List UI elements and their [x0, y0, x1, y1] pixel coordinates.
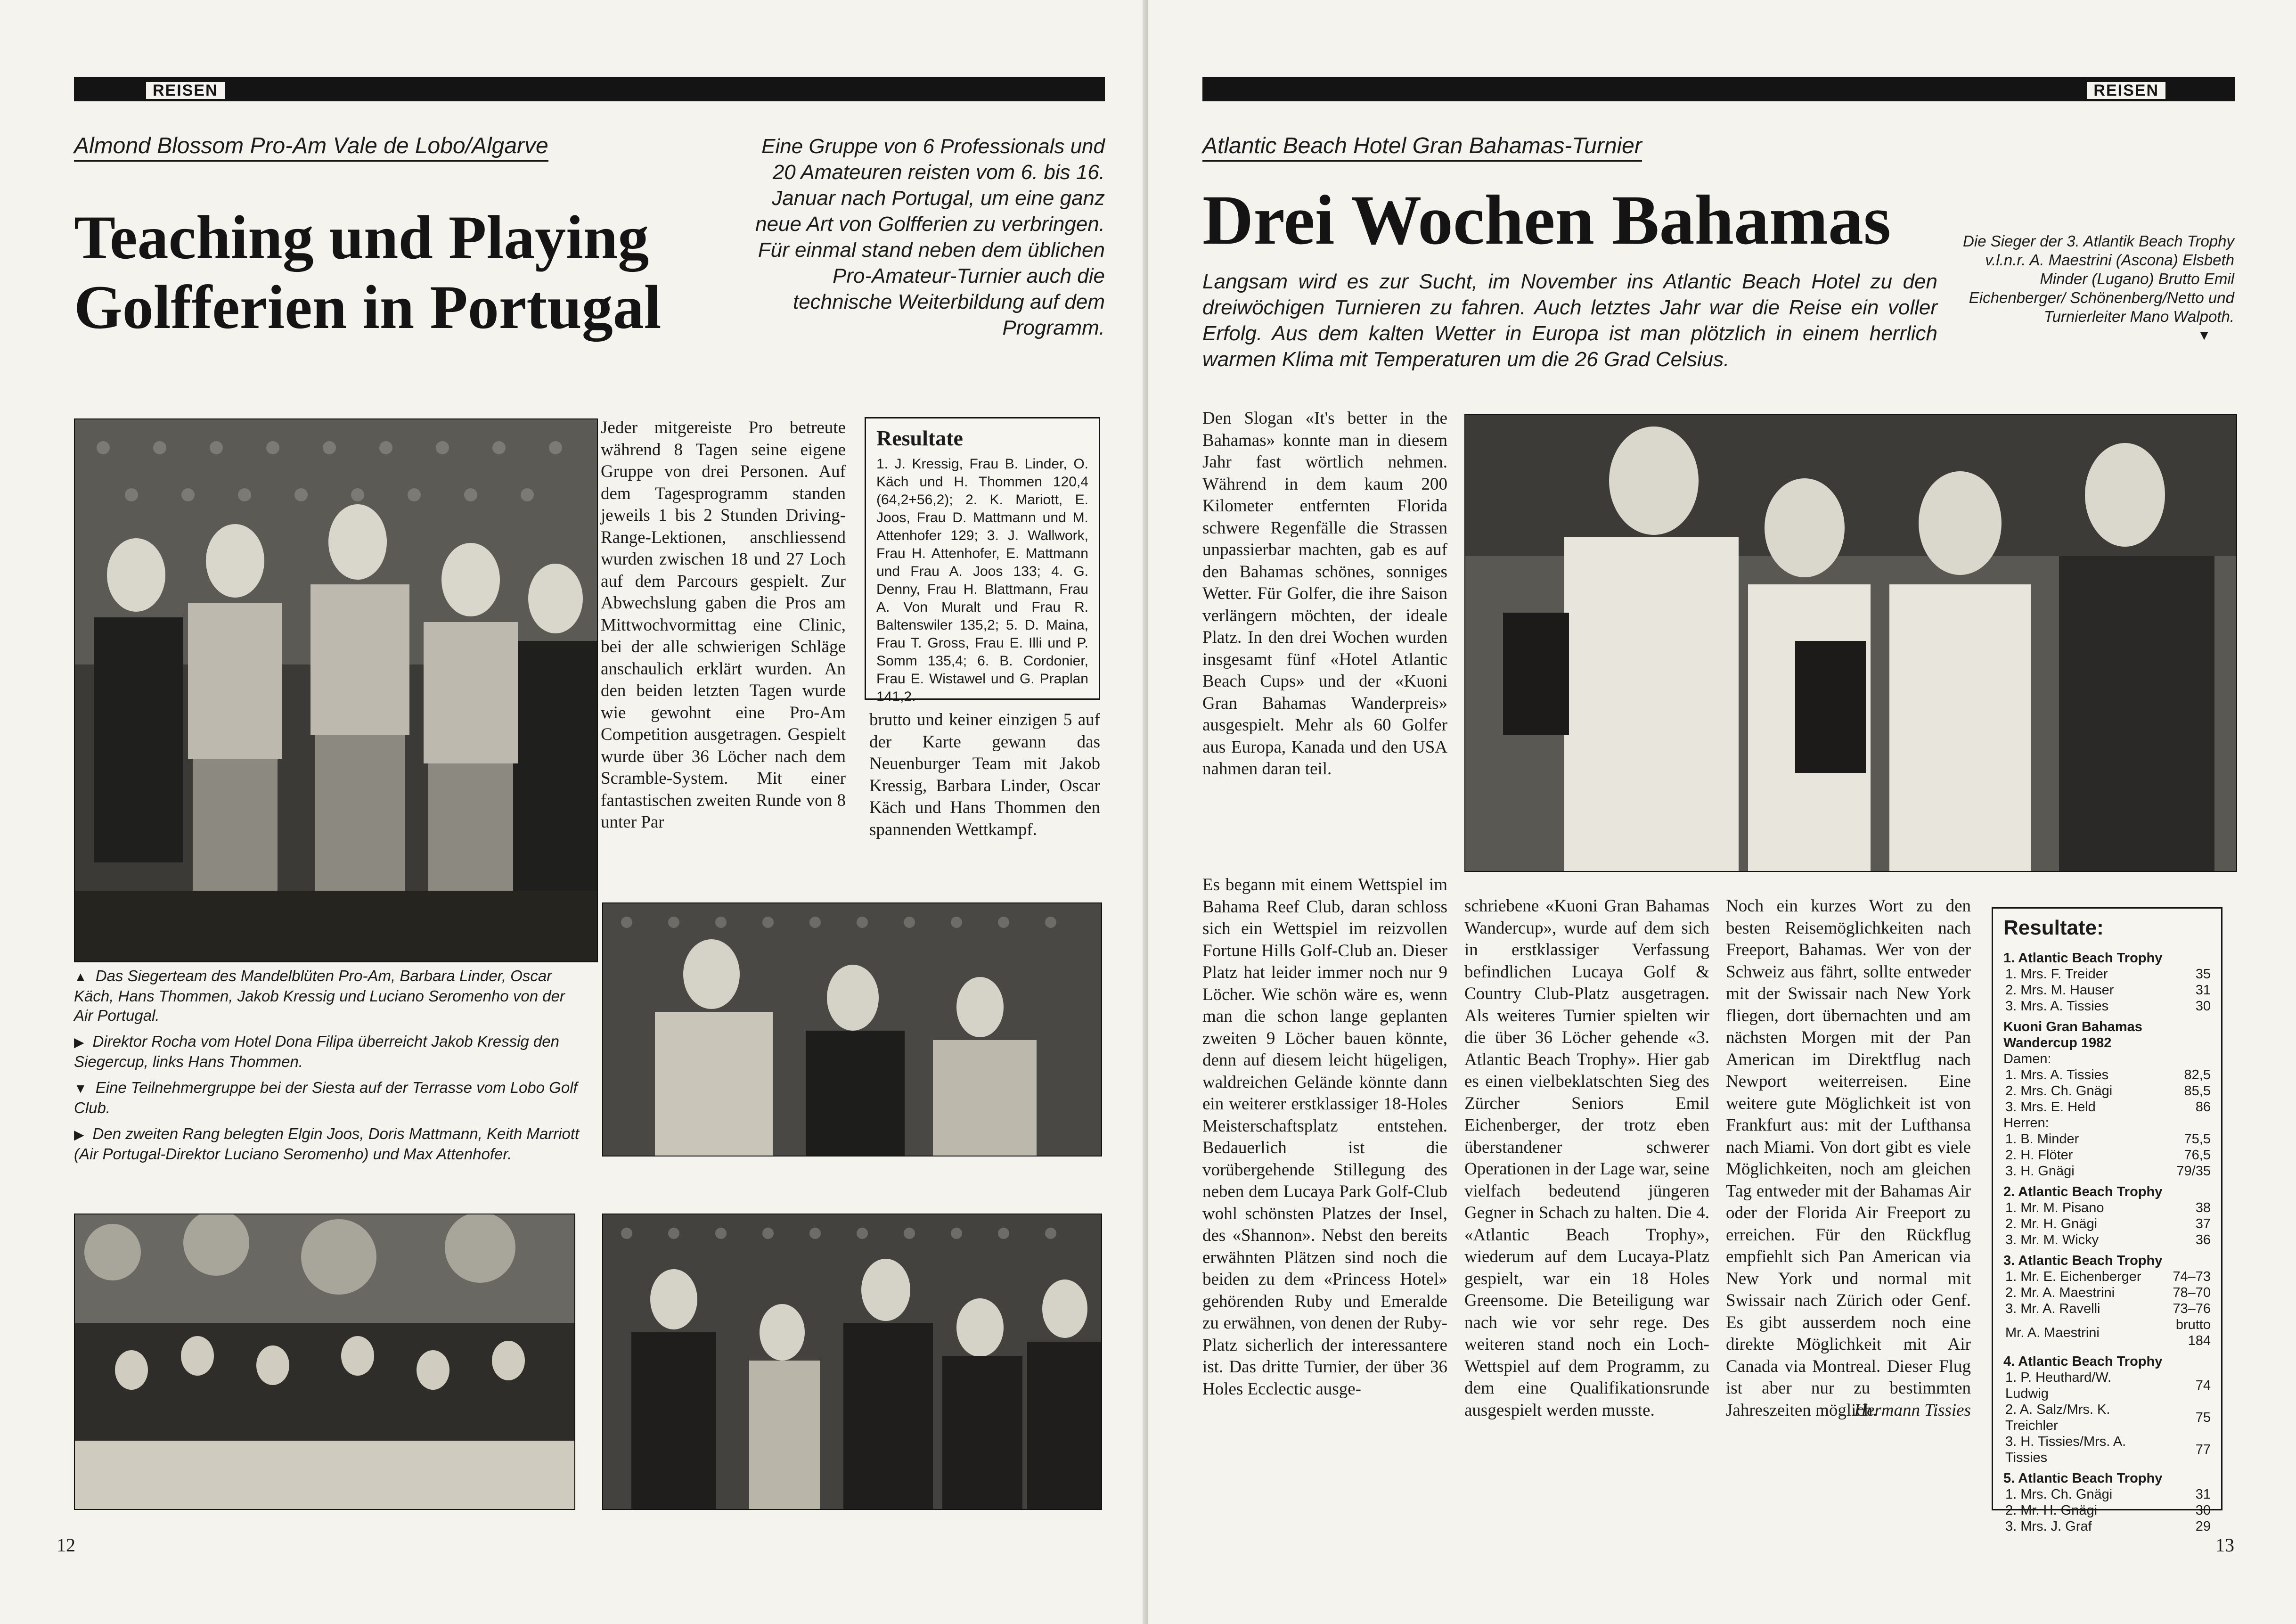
result-value: 74	[2195, 1378, 2211, 1393]
article-headline: Drei Wochen Bahamas	[1202, 181, 1891, 259]
result-row	[2003, 966, 2211, 982]
result-value: 29	[2195, 1519, 2211, 1534]
results-table	[2003, 945, 2211, 1534]
result-label: Mr. A. Maestrini	[2005, 1325, 2100, 1340]
article-body-intro: Den Slogan «It's better in the Bahamas» konnte man in diesem Jahr fast wörtlich nehmen. Während in dem kaum 200 Kilometer entfernten Florida schwere Regenfälle die Strassen unpassierbar machten, gab es auf den Bahamas schönes, sonniges Wetter. Für Golfer, die ihre Saison verlängern möchten, der ideale Platz. In den drei Wochen wurden insgesamt fünf «Hotel Atlantic Beach Cups» und der «Kuoni Gran Bahamas Wanderpreis» ausgespielt. Mehr als 60 Golfer aus Europa, Kanada und den USA nahmen daran teil.	[1202, 409, 1447, 779]
result-value: 38	[2195, 1200, 2211, 1215]
result-value: 86	[2195, 1099, 2211, 1115]
result-row	[2003, 1502, 2211, 1518]
headline-line-1: Teaching und Playing	[74, 203, 649, 272]
result-value: 73–76	[2173, 1301, 2211, 1316]
result-value: 78–70	[2173, 1285, 2211, 1300]
result-value: 30	[2195, 999, 2211, 1014]
section-tag: REISEN	[145, 81, 226, 100]
photo-second-place	[602, 1214, 1102, 1510]
result-label: 1. Mrs. A. Tissies	[2005, 1067, 2109, 1083]
caption-2	[74, 1032, 580, 1071]
result-value: 75	[2195, 1410, 2211, 1425]
result-label: 1. Atlantic Beach Trophy	[2003, 951, 2163, 966]
section-header-bar	[1202, 77, 2235, 101]
result-label: 1. Mr. E. Eichenberger	[2005, 1269, 2141, 1284]
article-lead: Langsam wird es zur Sucht, im November ins Atlantic Beach Hotel zu den dreiwöchigen Turnieren zu fahren. Auch letztes Jahr war die Reise ein voller Erfolg. Aus dem kalten Wetter in Europa ist man plötzlich in einem herrlich warmen Klima mit Temperaturen um die 26 Grad Celsius.	[1202, 270, 1937, 371]
caption-1	[74, 966, 580, 1025]
result-value: 30	[2195, 1503, 2211, 1518]
article-kicker: Atlantic Beach Hotel Gran Bahamas-Turnier	[1202, 133, 1642, 162]
result-row	[2003, 1434, 2211, 1466]
result-label: 3. H. Gnägi	[2005, 1164, 2075, 1179]
section-header-bar	[74, 77, 1105, 101]
result-label: 3. H. Tissies/Mrs. A. Tissies	[2005, 1434, 2126, 1465]
caption-text: Direktor Rocha vom Hotel Dona Filipa überreicht Jakob Kressig den Siegercup, links Hans Thommen.	[74, 1033, 559, 1070]
result-label: 1. Mrs. Ch. Gnägi	[2005, 1487, 2113, 1502]
results-box-portugal	[865, 417, 1100, 705]
result-row	[2003, 1518, 2211, 1534]
article-body-col2: schriebene «Kuoni Gran Bahamas Wandercup», wurde auf dem sich in erstklassiger Verfassung befindlichen Lucaya Golf & Country Club-Platz ausgetragen. Als weiteres Turnier spielten wir die über 36 Löcher gehende «3. Atlantic Beach Trophy». Hier gab es einen vielbeklatschten Sieg des Zürcher Seniors Emil Eichenberger, der trotz eben überstandener schwerer Operationen in der Lage war, seine vielfach bedeutend jüngeren Gegner in Schach zu halten. Die 4. «Atlantic Beach Trophy», wiederum auf dem Lucaya-Platz gespielt, war ein 18 Holes Greensome. Die Beteiligung war nach wie vor sehr rege. Des weiteren stand noch ein Loch-Wettspiel auf dem Programm, zu dem eine Qualifikationsrunde ausgespielt werden musste.	[1464, 896, 1709, 1420]
photo-winning-team	[74, 418, 598, 962]
result-label: 1. B. Minder	[2005, 1132, 2079, 1147]
headline-line-2: Golfferien in Portugal	[74, 272, 662, 342]
caption-text: Eine Teilnehmergruppe bei der Siesta auf der Terrasse vom Lobo Golf Club.	[74, 1079, 578, 1116]
result-label: 2. Atlantic Beach Trophy	[2003, 1184, 2163, 1199]
result-value: 75,5	[2184, 1132, 2211, 1147]
result-label: 1. Mrs. F. Treider	[2005, 967, 2108, 982]
result-row	[2003, 1402, 2211, 1434]
result-label: 5. Atlantic Beach Trophy	[2003, 1471, 2163, 1486]
result-value: brutto 184	[2175, 1317, 2211, 1348]
section-tag: REISEN	[2085, 81, 2167, 100]
result-row	[2003, 1216, 2211, 1232]
caption-3	[74, 1078, 580, 1117]
result-value: 82,5	[2184, 1067, 2211, 1083]
result-row	[2003, 1200, 2211, 1216]
col3-text: Noch ein kurzes Wort zu den besten Reisemöglichkeiten nach Freeport, Bahamas. Wer von der Schweiz aus fährt, sollte entweder mit der Swissair nach New York fliegen, dort übernachten und am nächsten Morgen mit der Pan American im Direktflug nach Newport weiterreisen. Eine weitere gute Möglichkeit ist von Frankfurt aus: mit der Lufthansa nach Miami. Von dort gibt es viele Möglichkeiten, noch am gleichen Tag entweder mit der Bahamas Air oder der Florida Air Freeport zu erreichen. Für den Rückflug empfiehlt sich Pan American via New York und normal mit Swissair nach Zürich oder Genf. Es gibt ausserdem noch eine direkte Möglichkeit mit Air Canada via Montreal. Dieser Flug ist aber nur zu bestimmten Jahreszeiten möglich.	[1726, 896, 1971, 1420]
result-row	[2003, 1067, 2211, 1083]
results-text: 1. J. Kressig, Frau B. Linder, O. Käch und H. Thommen 120,4 (64,2+56,2); 2. K. Mariott, E. Joos, Frau D. Mattmann und M. Attenhofer 129; 3. J. Wallwork, Frau H. Attenhofer, E. Mattmann und Frau A. Joos 133; 4. G. Denny, Frau H. Blattmann, Frau A. Von Muralt und Frau R. Baltenswiler 135,2; 5. D. Maina, Frau T. Gross, Frau E. Illi und P. Somm 135,4; 6. B. Cordonier, Frau E. Wistawel und G. Praplan 141,2.	[876, 456, 1088, 705]
result-section-heading	[2003, 1051, 2211, 1067]
result-label: 3. Atlantic Beach Trophy	[2003, 1253, 2163, 1268]
result-label: 4. Atlantic Beach Trophy	[2003, 1354, 2163, 1369]
result-row	[2003, 1317, 2211, 1349]
photo-captions	[74, 966, 580, 1170]
article-lead: Eine Gruppe von 6 Professionals und 20 Amateuren reisten vom 6. bis 16. Januar nach Portugal, um eine ganz neue Art von Golfferien zu verbringen. Für einmal stand neben dem üblichen Pro-Amateur-Turnier auch die technische Weiterbildung auf dem Programm.	[755, 135, 1105, 339]
result-label: 2. Mr. A. Maestrini	[2005, 1285, 2115, 1300]
article-headline	[74, 203, 661, 342]
result-row	[2003, 1232, 2211, 1248]
article-body-col2: brutto und keiner einzigen 5 auf der Karte gewann das Neuenburger Team mit Jakob Kressig, Barbara Linder, Oscar Käch und Hans Thommen den spannenden Wettkampf.	[869, 710, 1100, 839]
result-section-heading	[2003, 945, 2211, 966]
result-value: 79/35	[2176, 1164, 2211, 1179]
result-section-heading	[2003, 1349, 2211, 1370]
article-body-col1: Es begann mit einem Wettspiel im Bahama Reef Club, daran schloss sich ein Wettspiel im reizvollen Fortune Hills Golf-Club an. Dieser Platz hat leider immer noch nur 9 Löcher. Wie schön wäre es, wenn man die schon lange geplanten zweiten 9 Löcher bauen könnte, denn auf diesem leicht hügeligen, waldreichen Gelände könnte dann ein weiterer erstklassiger 18-Holes Meisterschaftsplatz entstehen. Bedauerlich ist die vorübergehende Stillegung des neben dem Lucaya Park Golf-Club wohl schönsten Platzes der Insel, des «Shannon». Nebst den bereits erwähnten Plätzen sind noch die beiden zu dem «Princess Hotel» gehörenden Ruby und Emeralde zu erwähnen, von denen der Ruby-Platz sicherlich der interessantere ist. Das dritte Turnier, der über 36 Holes Ecclectic ausge-	[1202, 875, 1447, 1399]
right-triangle-icon: ▶	[74, 1035, 84, 1050]
result-row	[2003, 1269, 2211, 1285]
result-value: 85,5	[2184, 1083, 2211, 1099]
result-label: 3. Mrs. J. Graf	[2005, 1519, 2092, 1534]
result-label: 3. Mr. A. Ravelli	[2005, 1301, 2100, 1316]
result-label: Herren:	[2003, 1115, 2049, 1131]
right-triangle-icon: ▶	[74, 1127, 84, 1142]
result-label: 1. Mr. M. Pisano	[2005, 1200, 2104, 1215]
result-label: Kuoni Gran Bahamas Wandercup 1982	[2003, 1019, 2142, 1050]
result-row	[2003, 1083, 2211, 1099]
result-value: 77	[2195, 1442, 2211, 1457]
result-section-heading	[2003, 1014, 2211, 1051]
result-label: 1. P. Heuthard/W. Ludwig	[2005, 1370, 2112, 1401]
result-section-heading	[2003, 1115, 2211, 1131]
result-label: 2. Mrs. Ch. Gnägi	[2005, 1083, 2113, 1099]
article-body-col3	[1726, 895, 1971, 1422]
result-label: 2. Mr. H. Gnägi	[2005, 1216, 2098, 1231]
article-author: Hermann Tissies	[1854, 1401, 1971, 1420]
right-page	[1148, 0, 2296, 1624]
result-value: 37	[2195, 1216, 2211, 1231]
down-triangle-icon: ▼	[2198, 328, 2211, 343]
photo-cup-presentation	[602, 902, 1102, 1156]
result-section-heading	[2003, 1248, 2211, 1269]
result-row	[2003, 1147, 2211, 1163]
result-row	[2003, 1285, 2211, 1301]
result-value: 35	[2195, 967, 2211, 982]
result-label: 2. A. Salz/Mrs. K. Treichler	[2005, 1402, 2110, 1433]
result-value: 31	[2195, 1487, 2211, 1502]
result-row	[2003, 1163, 2211, 1179]
result-label: 2. Mr. H. Gnägi	[2005, 1503, 2098, 1518]
results-box-bahamas	[1992, 907, 2222, 1534]
result-row	[2003, 1131, 2211, 1147]
result-section-heading	[2003, 1179, 2211, 1200]
result-label: 2. H. Flöter	[2005, 1148, 2073, 1163]
article-kicker: Almond Blossom Pro-Am Vale de Lobo/Algarve	[74, 133, 548, 162]
result-label: 3. Mr. M. Wicky	[2005, 1232, 2099, 1247]
down-triangle-icon: ▼	[74, 1081, 87, 1096]
result-row	[2003, 1301, 2211, 1317]
article-body-col1: Jeder mitgereiste Pro betreute während 8 Tagen seine eigene Gruppe von drei Personen. Auf dem Tagesprogramm standen jeweils 1 bis 2 Stunden Driving-Range-Lektionen, anschliessend wurden zwischen 18 und 27 Loch auf dem Parcours gespielt. Zur Abwechslung gaben die Pros am Mittwochvormittag eine Clinic, bei der alle schwierigen Schläge anschaulich erklärt wurden. An den beiden letzten Tagen wurde wie gewohnt eine Pro-Am Competition ausgetragen. Gespielt wurde über 36 Löcher nach dem Scramble-System. Mit einer fantastischen zweiten Runde von 8 unter Par	[601, 418, 846, 832]
result-value: 74–73	[2173, 1269, 2211, 1284]
caption-text: Die Sieger der 3. Atlantik Beach Trophy v.l.n.r. A. Maestrini (Ascona) Elsbeth Minder (Lugano) Brutto Emil Eichenberger/ Schönenberg/Netto und Turnierleiter Mano Walpoth.	[1963, 232, 2234, 325]
result-label: 2. Mrs. M. Hauser	[2005, 983, 2114, 998]
caption-text: Den zweiten Rang belegten Elgin Joos, Doris Mattmann, Keith Marriott (Air Portugal-Direktor Luciano Seromenho) und Max Attenhofer.	[74, 1125, 580, 1163]
results-title: Resultate:	[2003, 916, 2104, 939]
up-triangle-icon: ▲	[74, 969, 87, 984]
result-row	[2003, 1370, 2211, 1402]
result-row	[2003, 1486, 2211, 1502]
result-value: 31	[2195, 983, 2211, 998]
result-row	[2003, 982, 2211, 998]
caption-4	[74, 1124, 580, 1164]
caption-text: Das Siegerteam des Mandelblüten Pro-Am, Barbara Linder, Oscar Käch, Hans Thommen, Jakob Kressig und Luciano Seromenho von der Air Portugal.	[74, 967, 565, 1024]
result-section-heading	[2003, 1466, 2211, 1486]
result-label: 3. Mrs. A. Tissies	[2005, 999, 2109, 1014]
results-title: Resultate	[876, 426, 963, 450]
result-row	[2003, 998, 2211, 1014]
result-value: 76,5	[2184, 1148, 2211, 1163]
result-label: 3. Mrs. E. Held	[2005, 1099, 2096, 1115]
result-row	[2003, 1099, 2211, 1115]
photo-terrace-siesta	[74, 1214, 575, 1510]
page-number: 12	[57, 1534, 75, 1556]
result-value: 36	[2195, 1232, 2211, 1247]
page-number: 13	[2215, 1534, 2234, 1556]
photo-caption-bahamas	[1949, 232, 2234, 345]
result-label: Damen:	[2003, 1051, 2051, 1066]
photo-trophy-winners	[1464, 414, 2237, 872]
